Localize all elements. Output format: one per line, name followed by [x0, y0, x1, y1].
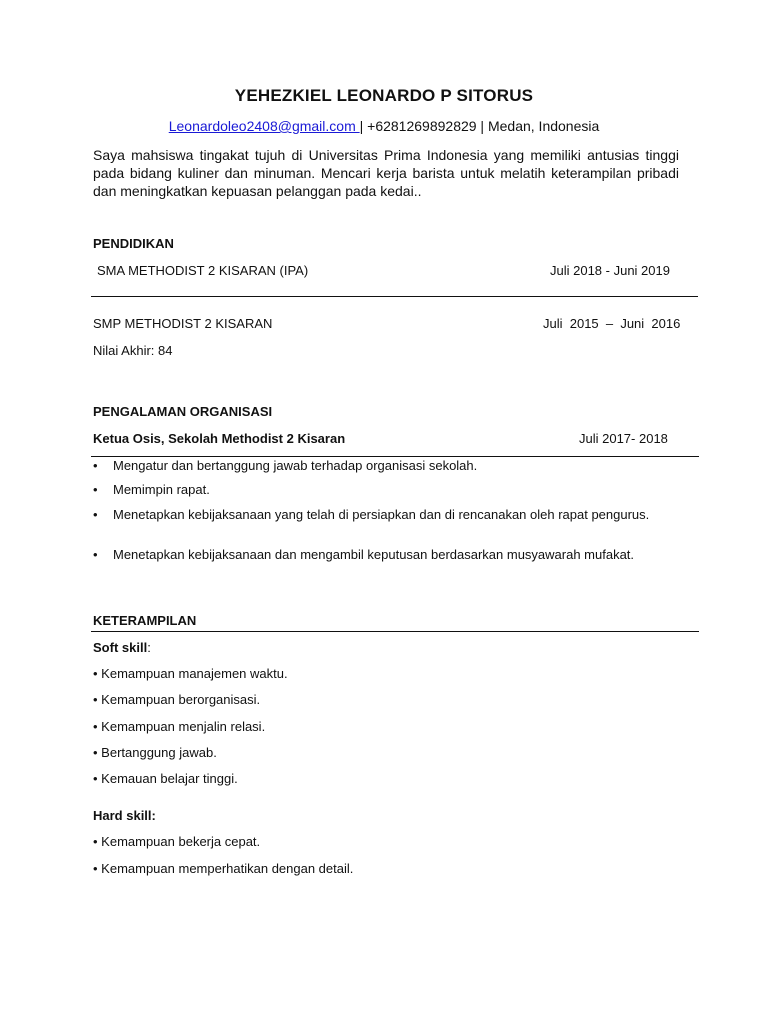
bullet: •: [93, 507, 98, 522]
soft-skill-colon: :: [147, 640, 151, 655]
bullet: •: [93, 458, 98, 473]
soft-skill-item: • Kemampuan berorganisasi.: [93, 692, 261, 707]
divider: [91, 456, 699, 457]
education-school: SMA METHODIST 2 KISARAN (IPA): [97, 263, 309, 278]
hard-skill-heading: Hard skill:: [93, 808, 156, 823]
list-item-text: Memimpin rapat.: [113, 482, 210, 497]
section-title-organisasi: PENGALAMAN ORGANISASI: [93, 404, 273, 419]
list-item: [93, 547, 693, 563]
education-date: Juli 2018 - Juni 2019: [550, 263, 670, 278]
contact-details: | +6281269892829 | Medan, Indonesia: [359, 118, 600, 134]
education-date: Juli 2015 – Juni 2016: [543, 316, 681, 331]
candidate-name: YEHEZKIEL LEONARDO P SITORUS: [234, 86, 534, 105]
list-item: [93, 482, 693, 498]
soft-skill-item: • Bertanggung jawab.: [93, 745, 217, 760]
soft-skill-label: Soft skill: [93, 640, 148, 655]
divider: [91, 631, 699, 632]
bullet: •: [93, 547, 98, 562]
soft-skill-item: • Kemauan belajar tinggi.: [93, 771, 238, 786]
education-school: SMP METHODIST 2 KISARAN: [93, 316, 273, 331]
soft-skill-item: • Kemampuan menjalin relasi.: [93, 719, 266, 734]
hard-skill-item: • Kemampuan bekerja cepat.: [93, 834, 261, 849]
soft-skill-heading: [93, 640, 151, 655]
soft-skill-item: • Kemampuan manajemen waktu.: [93, 666, 288, 681]
contact-line: [0, 118, 768, 134]
list-item-text: Menetapkan kebijaksanaan dan mengambil keputusan berdasarkan musyawarah mufakat.: [113, 547, 635, 562]
organization-role: Ketua Osis, Sekolah Methodist 2 Kisaran: [93, 431, 346, 446]
list-item-text: Mengatur dan bertanggung jawab terhadap organisasi sekolah.: [113, 458, 478, 473]
list-item: [93, 507, 693, 539]
list-item-text: Menetapkan kebijaksanaan yang telah di persiapkan dan di rencanakan oleh rapat pengurus.: [113, 507, 650, 522]
divider: [91, 296, 698, 297]
section-title-keterampilan: KETERAMPILAN: [93, 613, 197, 628]
section-title-pendidikan: PENDIDIKAN: [93, 236, 174, 251]
list-item: [93, 458, 693, 474]
email-link[interactable]: Leonardoleo2408@gmail.com: [168, 118, 360, 134]
education-grade: Nilai Akhir: 84: [93, 343, 173, 358]
bullet: •: [93, 482, 98, 497]
summary-paragraph: Saya mahsiswa tingakat tujuh di Universitas Prima Indonesia yang memiliki antusias tinggi pada bidang kuliner dan minuman. Mencari kerja barista untuk melatih keterampilan pribadi dan meningkatkan kepuasan pelanggan pada kedai..: [93, 147, 679, 199]
hard-skill-item: • Kemampuan memperhatikan dengan detail.: [93, 861, 354, 876]
organization-date: Juli 2017- 2018: [579, 431, 668, 446]
